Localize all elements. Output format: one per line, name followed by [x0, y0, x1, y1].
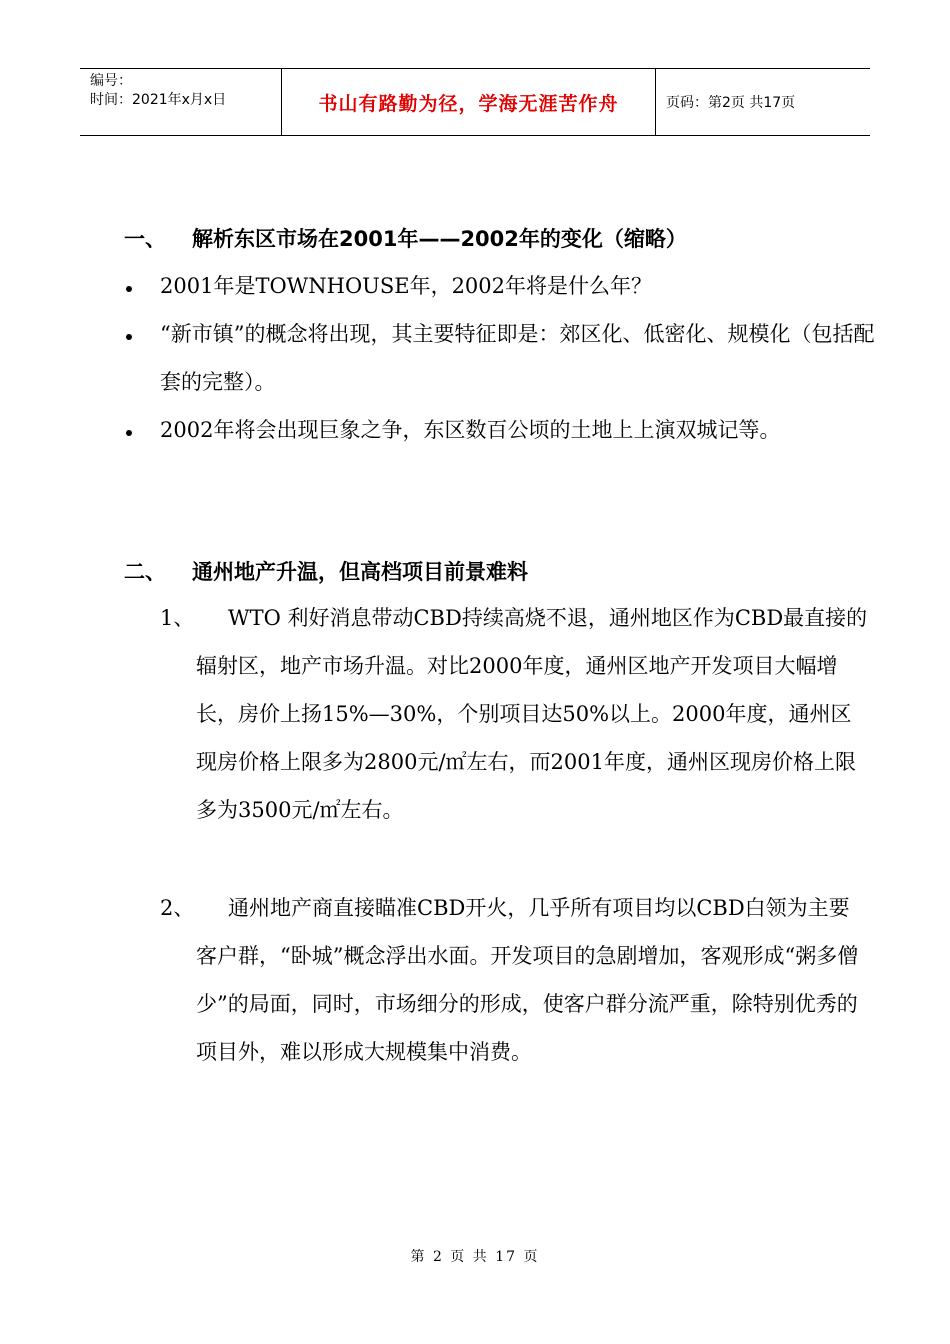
section-title: 解析东区市场在2001年——2002年的变化（缩略） [192, 227, 687, 251]
bullet-icon [126, 430, 132, 436]
header-meta-cell [80, 69, 282, 135]
bullet-text: 2002年将会出现巨象之争，东区数百公顷的土地上上演双城记等。 [160, 418, 781, 442]
header-motto-cell [282, 69, 656, 135]
section-heading-2 [124, 557, 528, 587]
item-text: WTO 利好消息带动CBD持续高烧不退，通州地区作为CBD最直接的辐射区，地产市场升温。对比2000年度，通州区地产开发项目大幅增长，房价上扬15%—30%，个别项目达50%以上。2000年度，通州区现房价格上限多为2800元/㎡左右，而2001年度，通州区现房价格上限多为3500元/㎡左右。 [196, 606, 868, 822]
section-number: 二、 [124, 560, 166, 584]
bullet-icon [126, 286, 132, 292]
item-number: 1、 [160, 606, 195, 630]
section-number: 一、 [124, 227, 166, 251]
header-table [80, 68, 870, 136]
bullet-text: 2001年是TOWNHOUSE年，2002年将是什么年？ [160, 274, 653, 298]
section-title: 通州地产升温，但高档项目前景难料 [192, 560, 528, 584]
code-label: 编号： [90, 73, 132, 89]
item-number: 2、 [160, 896, 195, 920]
item-text: 通州地产商直接瞄准CBD开火，几乎所有项目均以CBD白领为主要客户群，“卧城”概念浮出水面。开发项目的急剧增加，客观形成“粥多僧少”的局面，同时，市场细分的形成，使客户群分流严重，除特别优秀的项目外，难以形成大规模集中消费。 [196, 896, 859, 1064]
section-heading-1 [124, 224, 687, 254]
page-info: 页码：第2页 共17页 [666, 95, 796, 111]
bullet-icon [126, 334, 132, 340]
header-page-cell [656, 69, 870, 135]
page-footer: 第 2 页 共 17 页 [410, 1249, 540, 1265]
motto-text: 书山有路勤为径，学海无涯苦作舟 [318, 92, 619, 115]
time-label: 时间：2021年x月x日 [90, 92, 227, 108]
bullet-text: “新市镇”的概念将出现，其主要特征即是：郊区化、低密化、规模化（包括配套的完整）。 [160, 322, 875, 394]
